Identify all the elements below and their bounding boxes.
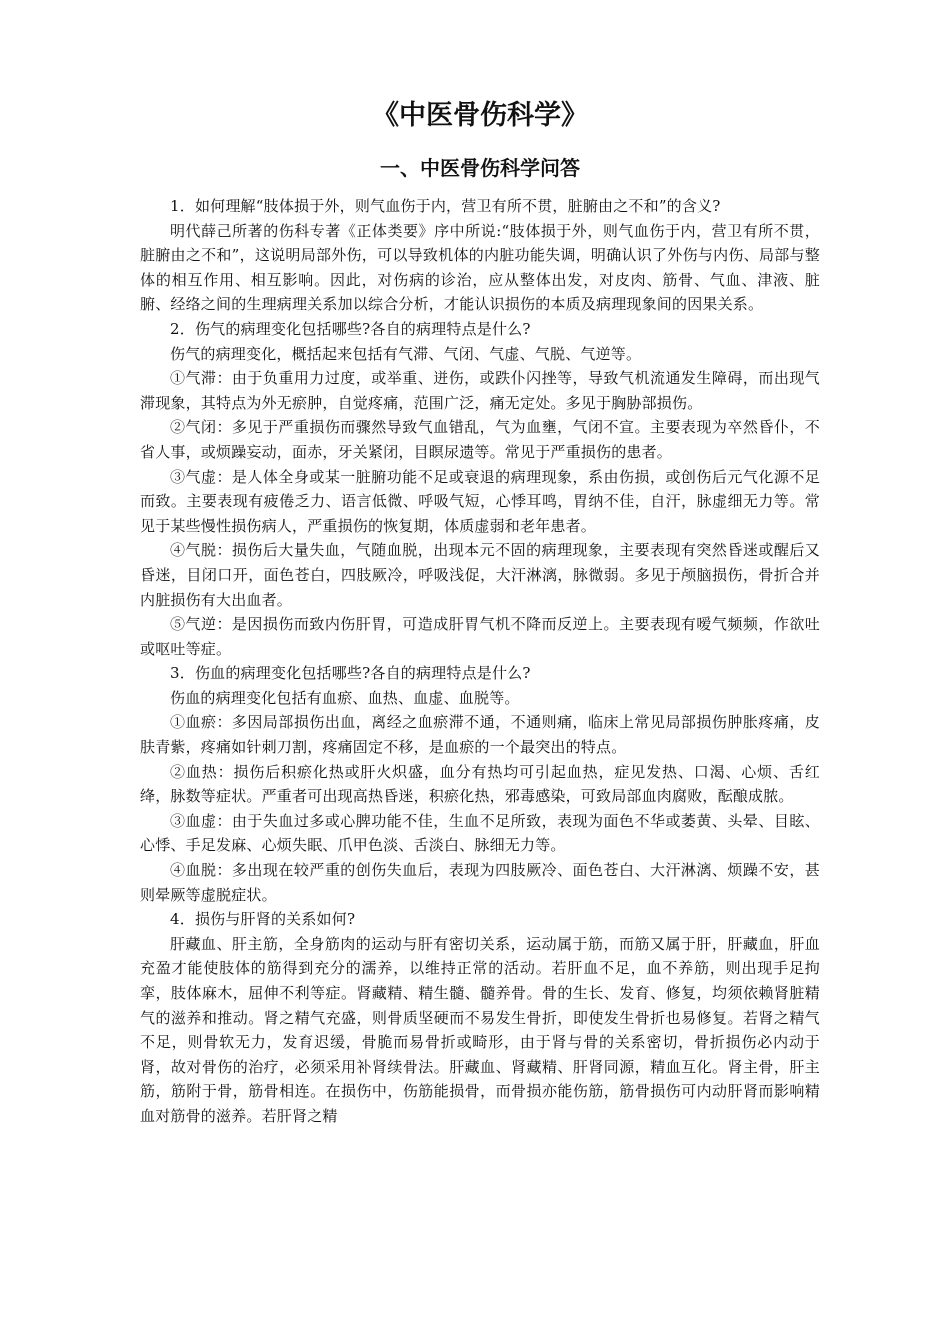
question-3: 3．伤血的病理变化包括哪些?各自的病理特点是什么? — [170, 664, 531, 683]
answer-1-paragraph: 明代薛己所著的伤科专著《正体类要》序中所说:“肢体损于外，则气血伤于内，营卫有所不贯，脏腑由之不和”，这说明局部外伤，可以导致机体的内脏功能失调，明确认识了外伤与内伤、局部与整体的相互作用、相互影响。因此，对伤病的诊治，应从整体出发，对皮肉、筋骨、气血、津液、脏腑、经络之间的生理病理关系加以综合分析，才能认识损伤的本质及病理现象间的因果关系。 — [140, 221, 820, 314]
answer-2-item-qi-counterflow: ⑤气逆：是因损伤而致内伤肝胃，可造成肝胃气机不降而反逆上。主要表现有嗳气频频，作欲吐或呕吐等症。 — [140, 615, 820, 658]
answer-2-item-qi-stagnation: ①气滞：由于负重用力过度，或举重、迸伤，或跌仆闪挫等，导致气机流通发生障碍，而出现气滞现象，其特点为外无瘀肿，自觉疼痛，范围广泛，痛无定处。多见于胸胁部损伤。 — [140, 369, 820, 412]
answer-3-item-blood-deficiency: ③血虚：由于失血过多或心脾功能不佳，生血不足所致，表现为面色不华或萎黄、头晕、目眩、心悸、手足发麻、心烦失眠、爪甲色淡、舌淡白、脉细无力等。 — [140, 811, 820, 855]
answer-2-item-qi-block: ②气闭：多见于严重损伤而骤然导致气血错乱，气为血壅，气闭不宣。主要表现为卒然昏仆，不省人事，或烦躁妄动，面赤，牙关紧闭，目瞑尿遗等。常见于严重损伤的患者。 — [140, 418, 820, 461]
answer-3-intro: 伤血的病理变化包括有血瘀、血热、血虚、血脱等。 — [170, 688, 520, 707]
section-title: 一、中医骨伤科学问答 — [380, 156, 580, 180]
answer-3-item-blood-heat: ②血热：损伤后积瘀化热或肝火炽盛，血分有热均可引起血热，症见发热、口渴、心烦、舌红绛，脉数等症状。严重者可出现高热昏迷，积瘀化热，邪毒感染，可致局部血肉腐败，酝酿成脓。 — [140, 762, 820, 806]
answer-2-item-qi-deficiency: ③气虚：是人体全身或某一脏腑功能不足或衰退的病理现象，系由伤损，或创伤后元气化源不足而致。主要表现有疲倦乏力、语言低微、呼吸气短，心悸耳鸣，胃纳不佳，自汗，脉虚细无力等。常见于某些慢性损伤病人，严重损伤的恢复期，体质虚弱和老年患者。 — [140, 467, 820, 535]
answer-2-item-qi-collapse: ④气脱：损伤后大量失血，气随血脱，出现本元不固的病理现象，主要表现有突然昏迷或醒后又昏迷，目闭口开，面色苍白，四肢厥冷，呼吸浅促，大汗淋漓，脉微弱。多见于颅脑损伤，骨折合并内脏损伤有大出血者。 — [140, 541, 820, 609]
answer-4-paragraph: 肝藏血、肝主筋，全身筋肉的运动与肝有密切关系，运动属于筋，而筋又属于肝，肝藏血，肝血充盈才能使肢体的筋得到充分的濡养，以维持正常的活动。若肝血不足，血不养筋，则出现手足拘挛，肢体麻木，屈伸不利等症。肾藏精、精生髓、髓养骨。骨的生长、发育、修复，均须依赖肾脏精气的滋养和推动。肾之精气充盛，则骨质坚硬而不易发生骨折，即使发生骨折也易修复。若肾之精气不足，则骨软无力，发育迟缓，骨脆而易骨折或畸形，由于肾与骨的关系密切，骨折损伤必内动于肾，故对骨伤的治疗，必须采用补肾续骨法。肝藏血、肾藏精、肝肾同源，精血互化。肾主骨，肝主筋，筋附于骨，筋骨相连。在损伤中，伤筋能损骨，而骨损亦能伤筋，筋骨损伤可内动肝肾而影响精血对筋骨的滋养。若肝肾之精 — [140, 934, 820, 1125]
answer-3-item-blood-stasis: ①血瘀：多因局部损伤出血，离经之血瘀滞不通，不通则痛，临床上常见局部损伤肿胀疼痛，皮肤青紫，疼痛如针刺刀割，疼痛固定不移，是血瘀的一个最突出的特点。 — [140, 713, 820, 757]
question-1: 1．如何理解“肢体损于外，则气血伤于内，营卫有所不贯，脏腑由之不和”的含义? — [170, 197, 721, 215]
question-2: 2．伤气的病理变化包括哪些?各自的病理特点是什么? — [170, 319, 531, 338]
answer-3-item-blood-collapse: ④血脱：多出现在较严重的创伤失血后，表现为四肢厥冷、面色苍白、大汗淋漓、烦躁不安，甚则晕厥等虚脱症状。 — [140, 861, 820, 904]
document-body — [140, 194, 820, 1129]
answer-2-intro: 伤气的病理变化，概括起来包括有气滞、气闭、气虚、气脱、气逆等。 — [170, 344, 642, 363]
question-4: 4．损伤与肝肾的关系如何? — [170, 910, 356, 929]
document-title: 《中医骨伤科学》 — [372, 100, 588, 131]
